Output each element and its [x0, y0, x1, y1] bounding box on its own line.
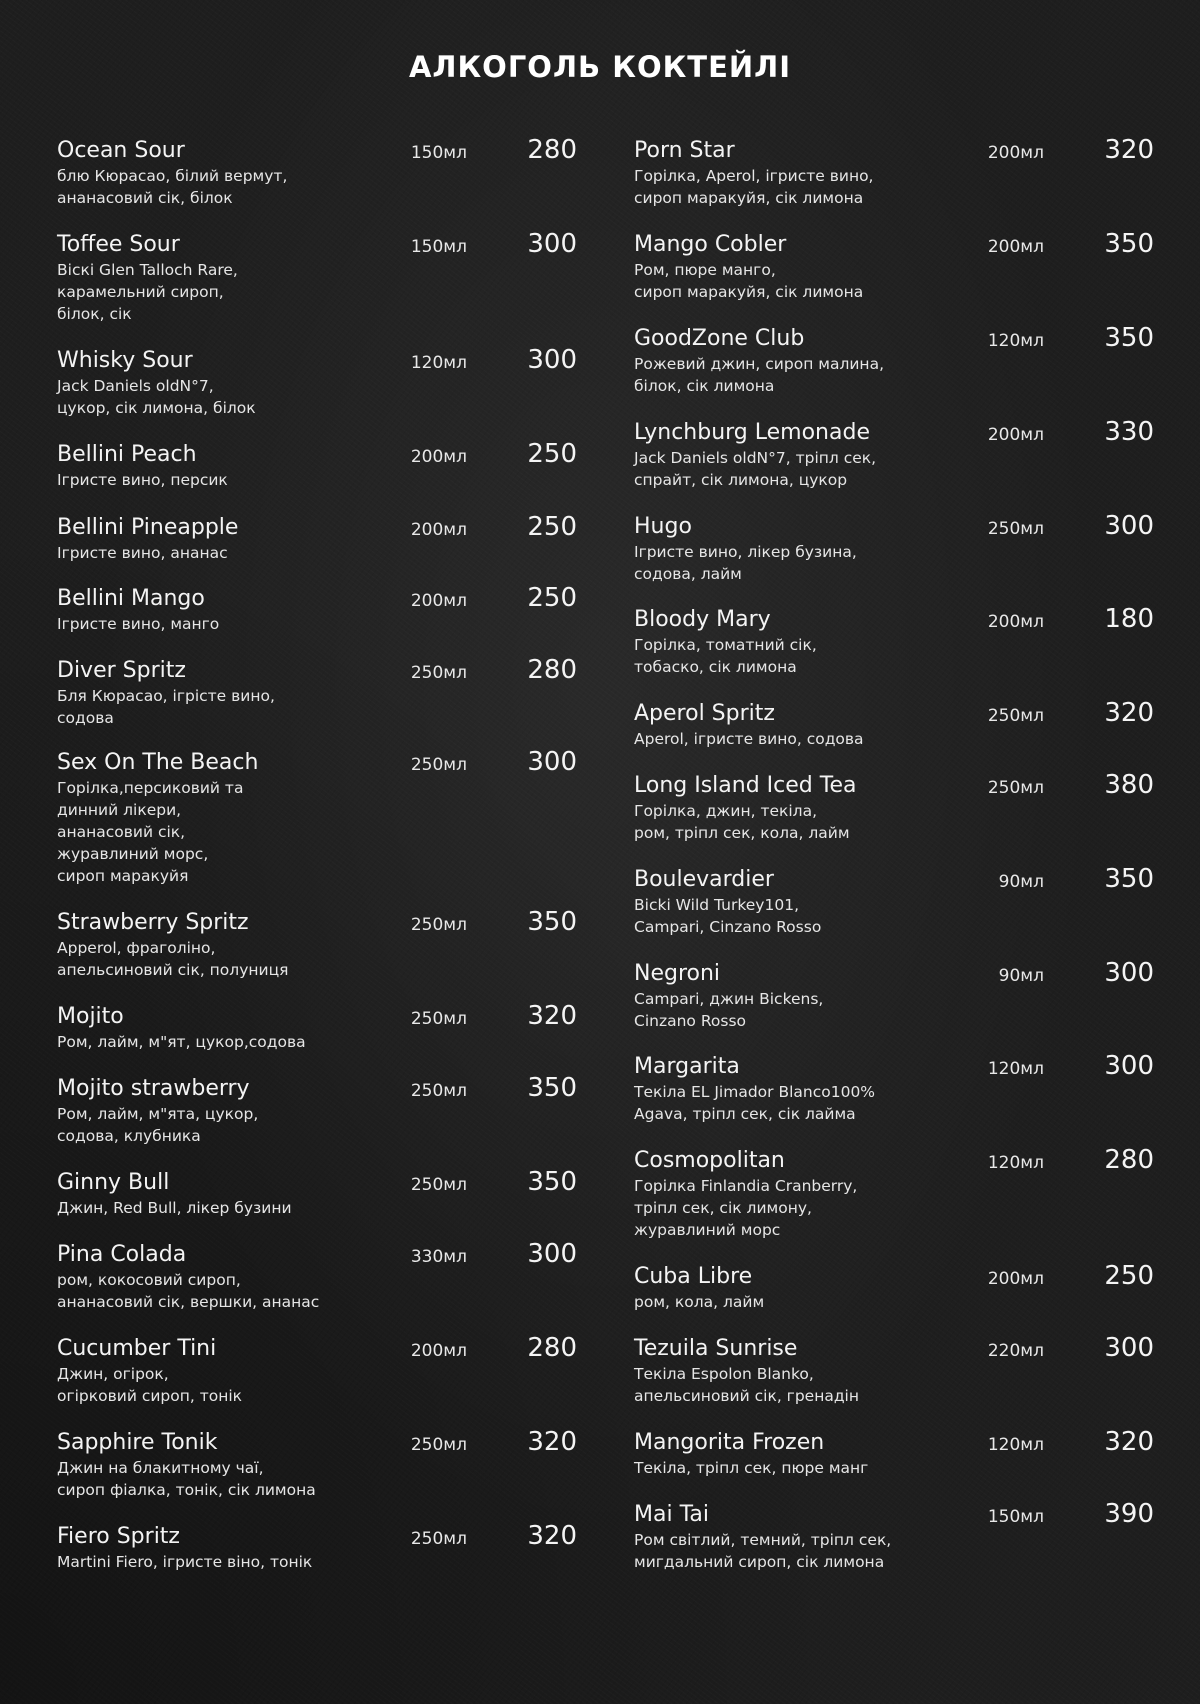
- item-description: Campari, джин Bickens, Cinzano Rosso: [634, 990, 824, 1030]
- item-name: Bellini Mango: [57, 586, 205, 611]
- item-name: Long Island Iced Tea: [634, 773, 857, 798]
- item-description: Ром, лайм, м"ят, цукор,содова: [57, 1033, 306, 1051]
- item-price: 300: [527, 1239, 577, 1269]
- item-volume: 200мл: [987, 237, 1044, 257]
- item-price: 380: [1104, 770, 1154, 800]
- item-description: блю Кюрасао, білий вермут, ананасовий сік, білок: [57, 167, 288, 207]
- item-volume: 150мл: [410, 143, 467, 163]
- item-volume: 250мл: [987, 778, 1044, 798]
- item-volume: 250мл: [410, 1175, 467, 1195]
- item-volume: 90мл: [998, 872, 1044, 892]
- item-name: Whisky Sour: [57, 348, 193, 373]
- item-name: Mangorita Frozen: [634, 1430, 825, 1455]
- item-volume: 90мл: [998, 966, 1044, 986]
- item-price: 300: [1104, 511, 1154, 541]
- item-description: Ром, лайм, м"ята, цукор, содова, клубника: [57, 1105, 259, 1145]
- item-description: Ігристе вино, лікер бузина, содова, лайм: [634, 543, 857, 583]
- item-name: Fiero Spritz: [57, 1524, 180, 1549]
- item-volume: 330мл: [410, 1247, 467, 1267]
- item-name: Toffee Sour: [57, 232, 180, 257]
- item-volume: 120мл: [987, 331, 1044, 351]
- item-name: Margarita: [634, 1054, 740, 1079]
- item-description: Текіла EL Jimador Blanco100% Agava, тріпл сек, сік лайма: [634, 1083, 876, 1123]
- item-price: 300: [1104, 958, 1154, 988]
- item-name: Cuba Libre: [634, 1264, 753, 1289]
- item-name: Ocean Sour: [57, 138, 185, 163]
- item-description: Bicki Wild Turkey101, Campari, Cinzano Rosso: [634, 896, 822, 936]
- item-volume: 220мл: [987, 1341, 1044, 1361]
- item-price: 350: [1104, 864, 1154, 894]
- item-volume: 200мл: [410, 591, 467, 611]
- item-volume: 200мл: [410, 447, 467, 467]
- item-name: Tezuila Sunrise: [634, 1336, 798, 1361]
- item-name: Sex On The Beach: [57, 750, 259, 775]
- item-price: 350: [527, 1167, 577, 1197]
- item-description: Martini Fiero, ігристе віно, тонік: [57, 1553, 313, 1571]
- item-description: Jack Daniels oldN°7, цукор, сік лимона, білок: [57, 377, 256, 417]
- item-price: 320: [527, 1521, 577, 1551]
- item-name: Negroni: [634, 961, 721, 986]
- item-price: 320: [527, 1001, 577, 1031]
- item-name: Lynchburg Lemonade: [634, 420, 870, 445]
- item-price: 250: [527, 512, 577, 542]
- item-volume: 120мл: [987, 1153, 1044, 1173]
- item-price: 320: [1104, 698, 1154, 728]
- item-volume: 250мл: [410, 1081, 467, 1101]
- item-description: Горілка,персиковий та динний лікери, ананасовий сік, журавлиний морс, сироп маракуйя: [57, 779, 244, 885]
- item-price: 350: [1104, 229, 1154, 259]
- item-description: Apperol, фраголіно, апельсиновий сік, полуниця: [57, 939, 289, 979]
- item-price: 280: [527, 1333, 577, 1363]
- item-volume: 250мл: [410, 1435, 467, 1455]
- item-description: Aperol, ігристе вино, содова: [634, 730, 864, 748]
- item-name: Bellini Pineapple: [57, 515, 239, 540]
- item-price: 300: [527, 747, 577, 777]
- item-description: Ігристе вино, ананас: [57, 544, 228, 562]
- item-volume: 200мл: [987, 425, 1044, 445]
- item-description: Ігристе вино, персик: [57, 471, 228, 489]
- item-description: Текіла Espolon Blanko, апельсиновий сік, гренадін: [634, 1365, 859, 1405]
- item-volume: 150мл: [987, 1507, 1044, 1527]
- item-volume: 250мл: [410, 755, 467, 775]
- item-price: 350: [527, 907, 577, 937]
- item-price: 300: [1104, 1051, 1154, 1081]
- item-volume: 200мл: [987, 612, 1044, 632]
- item-name: GoodZone Club: [634, 326, 805, 351]
- item-description: Віскі Glen Talloch Rare, карамельний сироп, білок, сік: [57, 261, 238, 323]
- item-description: Горілка, томатний сік, тобаско, сік лимона: [634, 636, 817, 676]
- item-description: Ром, пюре манго, сироп маракуйя, сік лимона: [634, 261, 864, 301]
- item-price: 300: [527, 229, 577, 259]
- item-name: Mango Cobler: [634, 232, 787, 257]
- item-volume: 150мл: [410, 237, 467, 257]
- item-description: Горілка, Aperol, ігристе вино, сироп маракуйя, сік лимона: [634, 167, 874, 207]
- item-volume: 250мл: [410, 1009, 467, 1029]
- item-description: Бля Кюрасао, ігрісте вино, содова: [57, 687, 275, 727]
- item-price: 280: [1104, 1145, 1154, 1175]
- item-name: Sapphire Tonik: [57, 1430, 218, 1455]
- item-volume: 200мл: [987, 1269, 1044, 1289]
- item-price: 250: [527, 439, 577, 469]
- item-description: Горілка Finlandia Cranberry, тріпл сек, сік лимону, журавлиний морс: [634, 1177, 858, 1239]
- item-price: 390: [1104, 1499, 1154, 1529]
- item-volume: 250мл: [410, 1529, 467, 1549]
- item-volume: 250мл: [410, 663, 467, 683]
- item-price: 300: [1104, 1333, 1154, 1363]
- item-name: Porn Star: [634, 138, 735, 163]
- item-volume: 200мл: [410, 520, 467, 540]
- item-description: Ігристе вино, манго: [57, 615, 220, 633]
- item-volume: 200мл: [410, 1341, 467, 1361]
- item-name: Boulevardier: [634, 867, 774, 892]
- item-price: 350: [1104, 323, 1154, 353]
- item-name: Diver Spritz: [57, 658, 186, 683]
- item-volume: 120мл: [987, 1059, 1044, 1079]
- item-description: ром, кокосовий сироп, ананасовий сік, вершки, ананас: [57, 1271, 320, 1311]
- item-name: Mojito strawberry: [57, 1076, 250, 1101]
- item-description: Джин на блакитному чаї, сироп фіалка, тонік, сік лимона: [57, 1459, 316, 1499]
- item-name: Bellini Peach: [57, 442, 197, 467]
- item-name: Strawberry Spritz: [57, 910, 249, 935]
- item-price: 320: [1104, 135, 1154, 165]
- item-description: ром, кола, лайм: [634, 1293, 765, 1311]
- item-price: 250: [527, 583, 577, 613]
- item-description: Рожевий джин, сироп малина, білок, сік лимона: [634, 355, 884, 395]
- item-price: 320: [527, 1427, 577, 1457]
- item-volume: 250мл: [410, 915, 467, 935]
- item-description: Джин, огірок, огірковий сироп, тонік: [57, 1365, 243, 1405]
- item-name: Bloody Mary: [634, 607, 771, 632]
- item-name: Pina Colada: [57, 1242, 187, 1267]
- item-description: Текіла, тріпл сек, пюре манг: [634, 1459, 869, 1477]
- item-name: Cucumber Tini: [57, 1336, 217, 1361]
- item-price: 300: [527, 345, 577, 375]
- item-name: Mojito: [57, 1004, 124, 1029]
- item-name: Hugo: [634, 514, 692, 539]
- item-price: 250: [1104, 1261, 1154, 1291]
- item-price: 280: [527, 135, 577, 165]
- item-price: 330: [1104, 417, 1154, 447]
- item-price: 280: [527, 655, 577, 685]
- item-volume: 120мл: [410, 353, 467, 373]
- item-volume: 200мл: [987, 143, 1044, 163]
- page-title: АЛКОГОЛЬ КОКТЕЙЛІ: [408, 50, 792, 84]
- item-price: 180: [1104, 604, 1154, 634]
- item-price: 350: [527, 1073, 577, 1103]
- item-name: Mai Tai: [634, 1502, 709, 1527]
- item-description: Горілка, джин, текіла, ром, тріпл сек, кола, лайм: [634, 802, 850, 842]
- item-volume: 250мл: [987, 519, 1044, 539]
- item-description: Jack Daniels oldN°7, тріпл сек, спрайт, сік лимона, цукор: [634, 449, 877, 489]
- item-volume: 250мл: [987, 706, 1044, 726]
- item-name: Aperol Spritz: [634, 701, 775, 726]
- item-description: Джин, Red Bull, лікер бузини: [57, 1199, 292, 1217]
- item-price: 320: [1104, 1427, 1154, 1457]
- item-name: Ginny Bull: [57, 1170, 170, 1195]
- item-volume: 120мл: [987, 1435, 1044, 1455]
- item-name: Cosmopolitan: [634, 1148, 785, 1173]
- item-description: Ром світлий, темний, тріпл сек, мигдальний сироп, сік лимона: [634, 1531, 892, 1571]
